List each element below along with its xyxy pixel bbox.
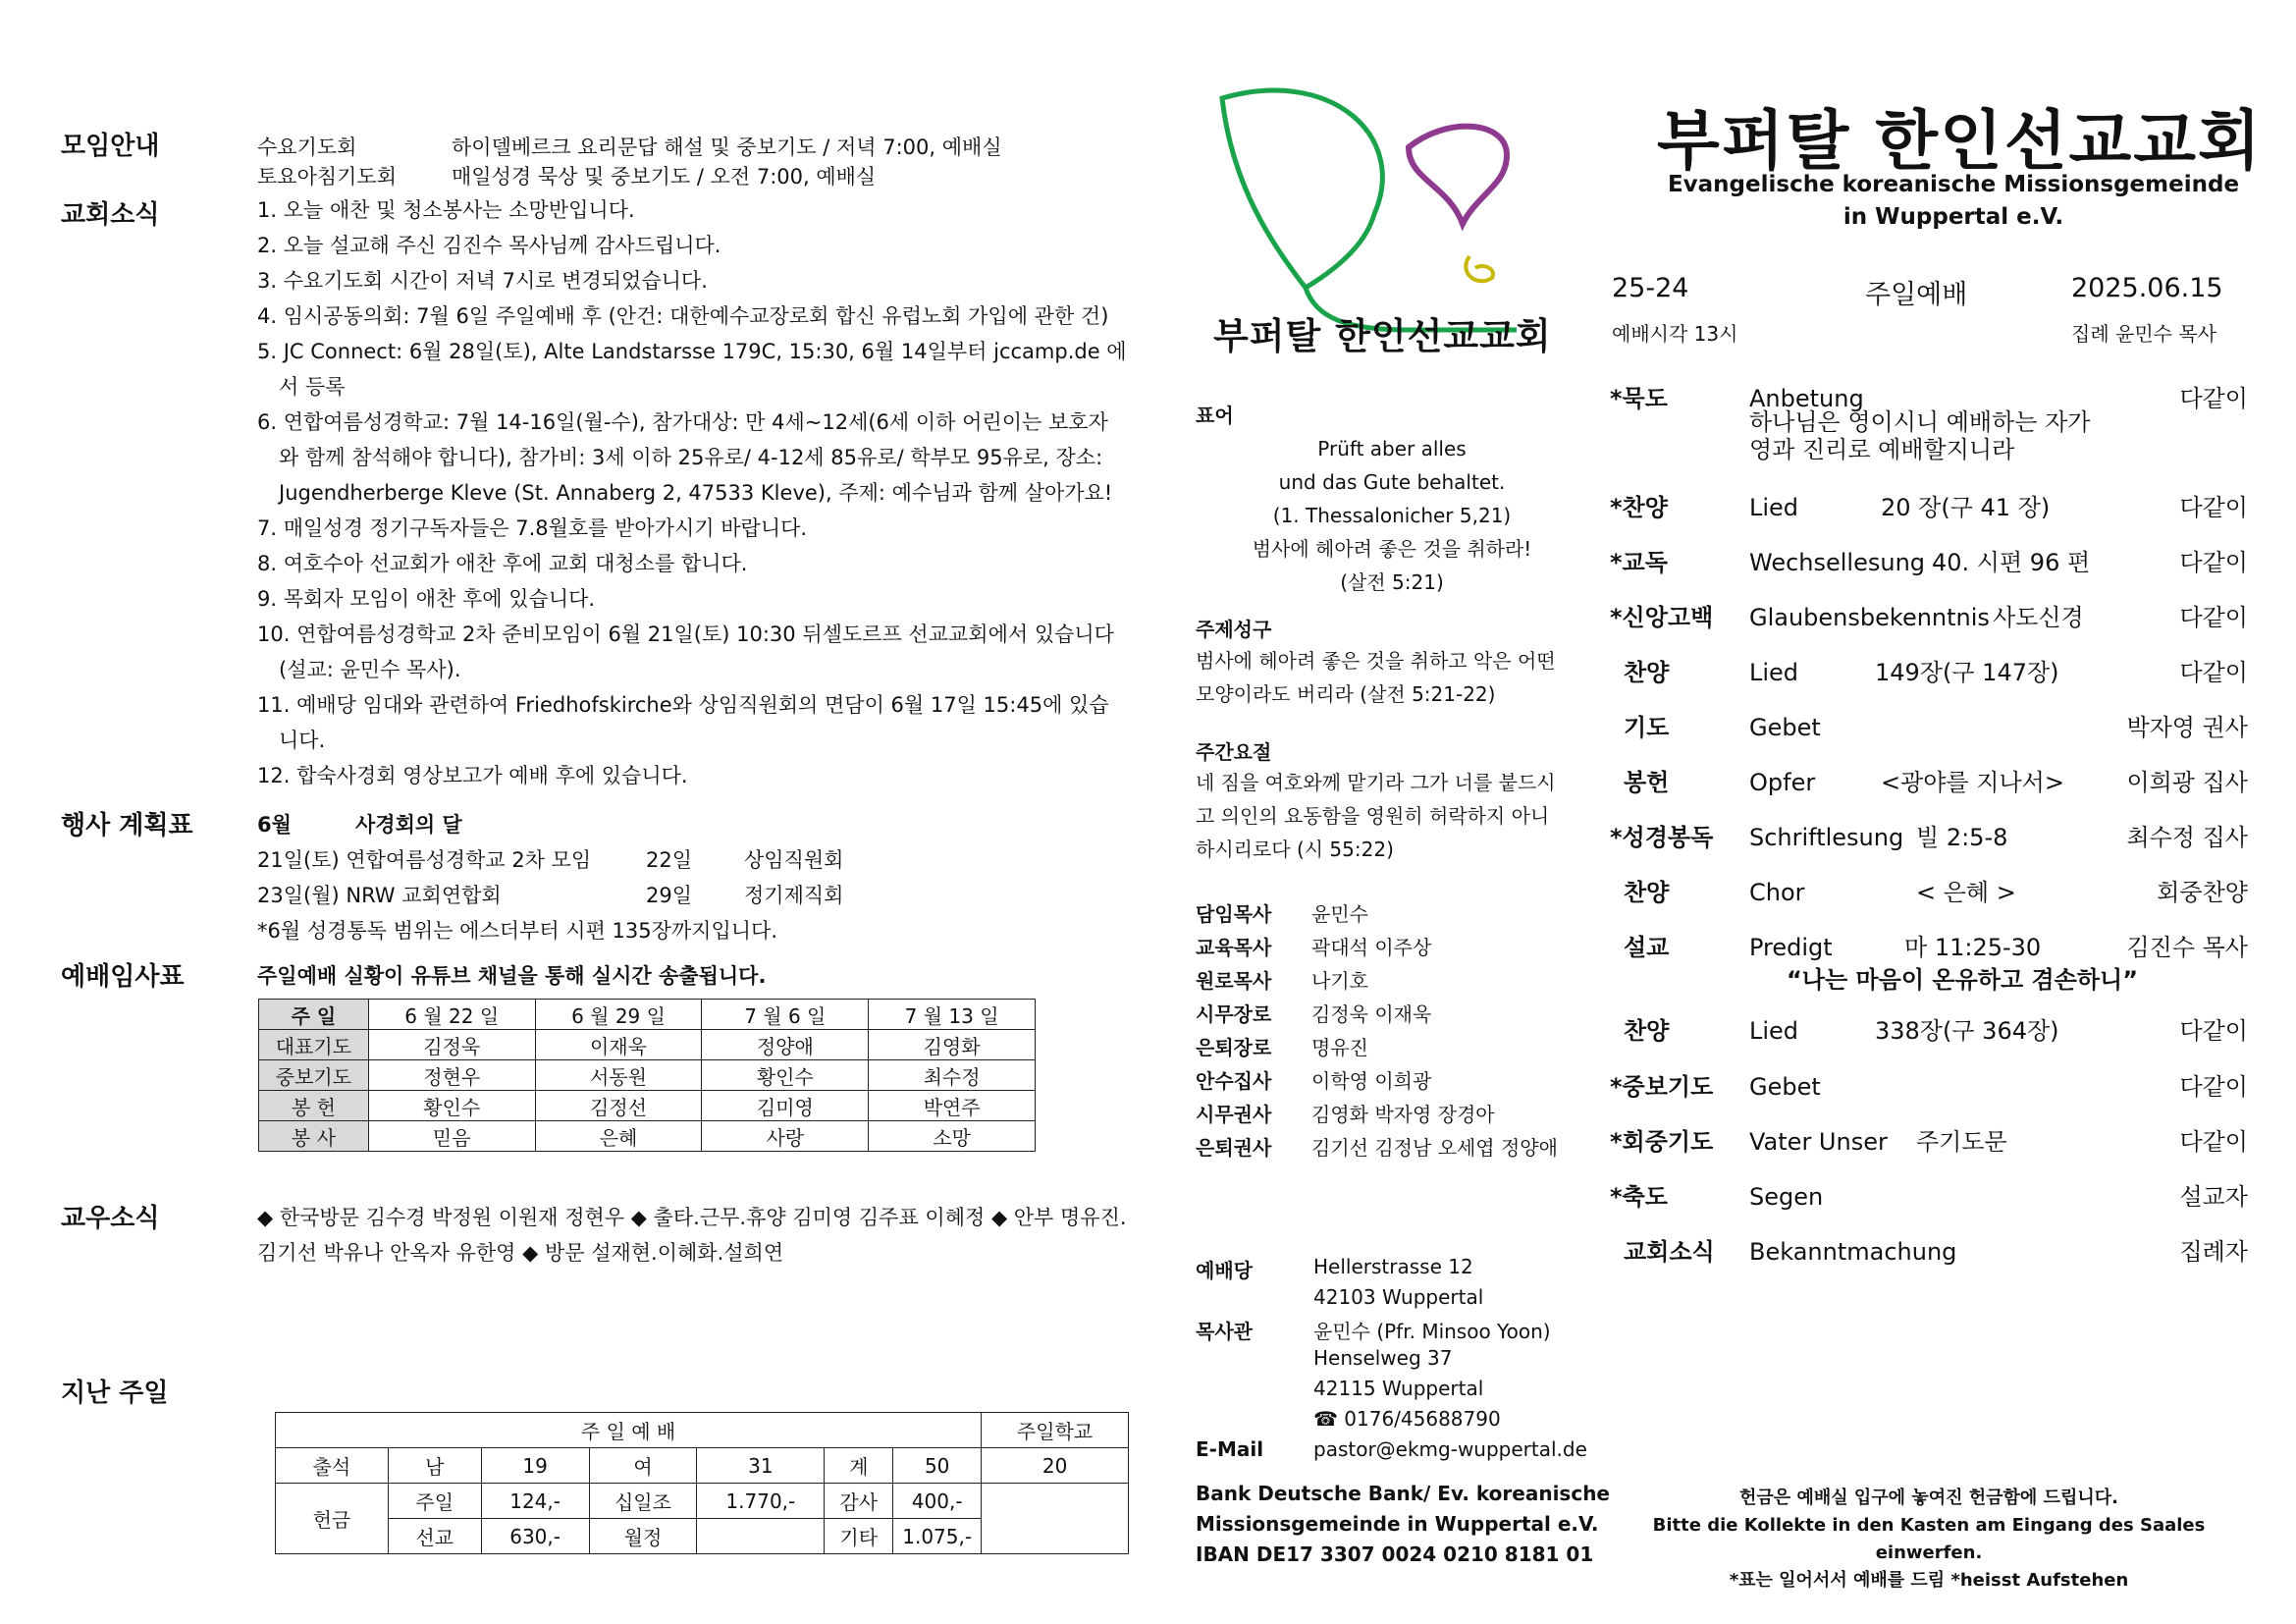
church-title-de-line: in Wuppertal e.V.: [1842, 204, 2064, 230]
male-count: 19: [481, 1448, 589, 1484]
offering-value: 630,-: [481, 1519, 589, 1554]
pastor-address: Henselweg 37: [1313, 1346, 1453, 1370]
duty-note: 주일예배 실황이 유튜브 채널을 통해 실시간 송출됩니다.: [257, 964, 767, 988]
order-who: 김진수 목사: [2126, 934, 2248, 961]
theme-verse-line: 모양이라도 버리라 (살전 5:21-22): [1196, 682, 1496, 706]
bank-block: [1196, 1479, 1610, 1570]
duty-header-cell: 6 월 29 일: [535, 1000, 702, 1030]
phone-number: ☎ 0176/45688790: [1313, 1407, 1501, 1431]
notice-item: 4. 임시공동의회: 7월 6일 주일예배 후 (안건: 대한예수교장로회 합신 유럽노회 가입에 관한 건): [257, 304, 1109, 328]
invocation-line: 하나님은 영이시니 예배하는 자가: [1749, 408, 2091, 436]
offering-value: 1.075,-: [893, 1519, 982, 1554]
issue-number: 25-24: [1612, 273, 1689, 303]
duty-header-cell: 7 월 13 일: [869, 1000, 1036, 1030]
theme-verse-block: [1196, 644, 1556, 711]
order-row: [1610, 488, 2248, 527]
footer-note: [1610, 1485, 2248, 1595]
order-de: Chor: [1749, 879, 1805, 906]
order-row: [1610, 873, 2248, 912]
order-de: Predigt: [1749, 934, 1833, 961]
members-line: ◆ 한국방문 김수경 박정원 이원재 정현우 ◆ 출타.근무.휴양 김미영 김주표 이혜정 ◆ 안부 명유진.: [257, 1206, 1127, 1229]
staff-names: 이학영 이희광: [1311, 1069, 1432, 1093]
worship-header: 주 일 예 배: [276, 1413, 982, 1448]
order-ko: *교독: [1610, 549, 1668, 576]
last-week-table: [275, 1412, 1129, 1554]
order-ko: 기도: [1624, 714, 1670, 741]
order-detail: 주기도문: [1916, 1128, 2007, 1156]
staff-names: 나기호: [1311, 969, 1368, 993]
order-detail: 빌 2:5-8: [1916, 824, 2008, 851]
order-ko: *회중기도: [1610, 1128, 1714, 1156]
offering-type: 기타: [825, 1519, 893, 1554]
duty-cell: 박연주: [869, 1091, 1036, 1121]
duty-cell: 소망: [869, 1121, 1036, 1152]
staff-names: 명유진: [1311, 1036, 1368, 1059]
church-label: 예배당: [1196, 1259, 1253, 1282]
notice-item: 2. 오늘 설교해 주신 김진수 목사님께 감사드립니다.: [257, 234, 721, 257]
order-de: Lied: [1749, 1017, 1799, 1045]
order-who: 최수정 집사: [2126, 824, 2248, 851]
offering-value: 400,-: [893, 1484, 982, 1519]
footer-line: Bitte die Kollekte in den Kasten am Eingang des Saales einwerfen.: [1652, 1515, 2206, 1563]
school-count: 20: [982, 1448, 1129, 1484]
order-who: 회중찬양: [2157, 879, 2248, 906]
offering-type: 선교: [388, 1519, 481, 1554]
order-de: Wechsellesung: [1749, 549, 1926, 576]
duty-label: 예배임사표: [61, 962, 185, 992]
duty-cell: 김미영: [702, 1091, 869, 1121]
presider: 집례 윤민수 목사: [2071, 322, 2216, 346]
offering-type: 주일: [388, 1484, 481, 1519]
meeting-desc: 하이델베르크 요리문답 해설 및 중보기도 / 저녁 7:00, 예배실: [452, 135, 1002, 159]
notice-item-cont: 와 함께 참석해야 합니다), 참가비: 3세 이하 25유로/ 4-12세 85유로/ 학부모 95유로, 장소:: [279, 446, 1103, 469]
members-label: 교우소식: [61, 1204, 160, 1233]
duty-role: 중보기도: [259, 1060, 369, 1091]
staff-role: 담임목사: [1196, 902, 1272, 926]
duty-cell: 황인수: [368, 1091, 535, 1121]
staff-row: [1196, 1131, 1558, 1164]
weekly-verse-line: 하시리로다 (시 55:22): [1196, 838, 1394, 861]
notice-item-cont: Jugendherberge Kleve (St. Annaberg 2, 47533 Kleve), 주제: 예수님과 함께 살아가요!: [279, 481, 1113, 505]
table-row: [259, 1091, 1036, 1121]
order-ko: *성경봉독: [1610, 824, 1714, 851]
staff-role: 시무장로: [1196, 1002, 1272, 1026]
notice-item-cont: 서 등록: [279, 375, 346, 399]
order-row: [1610, 598, 2248, 637]
events-month-theme: 사경회의 달: [355, 813, 462, 837]
logo-caption: 부퍼탈 한인선교교회: [1213, 315, 1552, 357]
table-row: [276, 1413, 1129, 1448]
order-de: Gebet: [1749, 1073, 1821, 1101]
duty-cell: 김정선: [535, 1091, 702, 1121]
meeting-name: 수요기도회: [257, 135, 357, 159]
order-row: [1610, 763, 2248, 802]
notices-label: 교회소식: [61, 200, 160, 230]
motto-block: [1196, 432, 1588, 599]
duty-role: 봉 헌: [259, 1091, 369, 1121]
offering-label: 헌금: [276, 1484, 389, 1554]
order-de: Vater Unser: [1749, 1128, 1888, 1156]
service-date: 2025.06.15: [2071, 273, 2223, 303]
order-who: 설교자: [2179, 1183, 2248, 1211]
order-row: [1610, 1177, 2248, 1217]
order-ko: *찬양: [1610, 494, 1668, 521]
order-who: 다같이: [2179, 1017, 2248, 1045]
meetings-label: 모임안내: [61, 132, 160, 161]
total-label: 계: [825, 1448, 893, 1484]
order-row: [1610, 708, 2248, 747]
logo-green-leaf: [1222, 90, 1382, 288]
table-row: [276, 1484, 1129, 1519]
motto-line: 범사에 헤아려 좋은 것을 취하라!: [1252, 537, 1532, 561]
weekly-verse-label: 주간요절: [1196, 740, 1272, 764]
weekly-verse-line: 고 의인의 요동함을 영원히 허락하지 아니: [1196, 804, 1550, 828]
female-label: 여: [589, 1448, 697, 1484]
logo-purple-leaf: [1409, 127, 1507, 224]
notice-item: 1. 오늘 애찬 및 청소봉사는 소망반입니다.: [257, 198, 635, 222]
notice-item: 11. 예배당 임대와 관련하여 Friedhofskirche와 상임직원회의 면담이 6월 17일 15:45에 있습: [257, 693, 1109, 717]
events-note: *6월 성경통독 범위는 에스더부터 시편 135장까지입니다.: [257, 919, 777, 943]
duty-header-row: [259, 1000, 1036, 1030]
staff-names: 김정욱 이재욱: [1311, 1002, 1432, 1026]
order-who: 다같이: [2179, 659, 2248, 686]
table-row: [259, 1030, 1036, 1060]
invocation-line: 영과 진리로 예배할지니라: [1749, 436, 2015, 463]
notice-item: 12. 합숙사경회 영상보고가 예배 후에 있습니다.: [257, 764, 688, 787]
order-de: Bekanntmachung: [1749, 1238, 1957, 1266]
duty-cell: 황인수: [702, 1060, 869, 1091]
church-title-de-line: Evangelische koreanische Missionsgemeinde: [1667, 172, 2240, 197]
order-who: 다같이: [2179, 494, 2248, 521]
duty-role: 대표기도: [259, 1030, 369, 1060]
order-detail: 40. 시편 96 편: [1932, 549, 2091, 576]
duty-header-cell: 6 월 22 일: [368, 1000, 535, 1030]
duty-cell: 이재욱: [535, 1030, 702, 1060]
event-name: 정기제직회: [744, 884, 844, 907]
pastor-name: 윤민수 (Pfr. Minsoo Yoon): [1313, 1320, 1551, 1343]
order-who: 다같이: [2179, 1128, 2248, 1156]
weekly-verse-block: [1196, 766, 1556, 866]
offering-value: 124,-: [481, 1484, 589, 1519]
order-de: Lied: [1749, 494, 1799, 521]
events-month: 6월: [257, 813, 292, 837]
offering-type: 월정: [589, 1519, 697, 1554]
attendance-label: 출석: [276, 1448, 389, 1484]
table-row: [259, 1121, 1036, 1152]
staff-row: [1196, 897, 1368, 931]
notice-item-cont: (설교: 윤민수 목사).: [279, 658, 461, 681]
motto-line: Prüft aber alles: [1317, 437, 1467, 460]
bank-line: Bank Deutsche Bank/ Ev. koreanische: [1196, 1482, 1610, 1505]
staff-row: [1196, 931, 1431, 964]
order-ko: 교회소식: [1624, 1238, 1715, 1266]
order-detail: < 은혜 >: [1916, 879, 2016, 906]
pastor-house-label: 목사관: [1196, 1320, 1253, 1343]
notice-item: 6. 연합여름성경학교: 7월 14-16일(월-수), 참가대상: 만 4세~12세(6세 이하 어린이는 보호자: [257, 410, 1108, 434]
invocation-verse: [1749, 408, 2090, 463]
order-de: Gebet: [1749, 714, 1821, 741]
duty-cell: 서동원: [535, 1060, 702, 1091]
church-title-de: [1649, 169, 2258, 234]
members-line: 김기선 박유나 안옥자 유한영 ◆ 방문 설재현.이혜화.설희연: [257, 1241, 784, 1265]
duty-table: [258, 999, 1036, 1152]
staff-row: [1196, 964, 1368, 998]
bank-line: IBAN DE17 3307 0024 0210 8181 01: [1196, 1543, 1594, 1566]
order-who: 다같이: [2179, 549, 2248, 576]
staff-role: 시무권사: [1196, 1103, 1272, 1126]
staff-row: [1196, 1098, 1495, 1131]
duty-cell: 최수정: [869, 1060, 1036, 1091]
staff-names: 김영화 박자영 장경아: [1311, 1103, 1495, 1126]
staff-names: 김기선 김정남 오세엽 정양애: [1311, 1136, 1558, 1160]
logo-yellow-seed: [1466, 256, 1493, 281]
order-de: Opfer: [1749, 769, 1816, 796]
order-detail: 149장(구 147장): [1875, 659, 2059, 686]
order-de: Glaubensbekenntnis: [1749, 604, 1990, 631]
notice-item: 3. 수요기도회 시간이 저녁 7시로 변경되었습니다.: [257, 269, 708, 293]
order-row: [1610, 818, 2248, 857]
event-item: 21일(토) 연합여름성경학교 2차 모임: [257, 848, 592, 872]
offering-type: 감사: [825, 1484, 893, 1519]
total-count: 50: [893, 1448, 982, 1484]
school-header: 주일학교: [982, 1413, 1129, 1448]
order-ko: 찬양: [1624, 659, 1670, 686]
staff-row: [1196, 1064, 1431, 1098]
duty-cell: 김영화: [869, 1030, 1036, 1060]
empty-cell: [982, 1484, 1129, 1554]
order-row: [1610, 543, 2248, 582]
duty-cell: 은혜: [535, 1121, 702, 1152]
order-de: Segen: [1749, 1183, 1824, 1211]
staff-row: [1196, 1031, 1368, 1064]
duty-cell: 정현우: [368, 1060, 535, 1091]
offering-type: 십일조: [589, 1484, 697, 1519]
sermon-title: “나는 마음이 온유하고 겸손하니”: [1787, 966, 2139, 994]
notice-item: 7. 매일성경 정기구독자들은 7.8월호를 받아가시기 바랍니다.: [257, 516, 808, 540]
male-label: 남: [388, 1448, 481, 1484]
notice-item: 10. 연합여름성경학교 2차 준비모임이 6월 21일(토) 10:30 뒤셀도르프 선교교회에서 있습니다: [257, 623, 1114, 646]
notice-item: 9. 목회자 모임이 애찬 후에 있습니다.: [257, 587, 596, 611]
offering-value: [697, 1519, 825, 1554]
duty-cell: 정양애: [702, 1030, 869, 1060]
order-detail: 20 장(구 41 장): [1881, 494, 2051, 521]
order-row: [1610, 1232, 2248, 1272]
church-address: 42103 Wuppertal: [1313, 1285, 1484, 1309]
order-ko: *중보기도: [1610, 1073, 1714, 1101]
church-logo: [1212, 77, 1517, 334]
order-row: [1610, 1067, 2248, 1107]
last-week-label: 지난 주일: [61, 1379, 169, 1408]
order-row: [1610, 1122, 2248, 1162]
email-label: E-Mail: [1196, 1437, 1264, 1461]
notice-item: 5. JC Connect: 6월 28일(토), Alte Landstarsse 179C, 15:30, 6월 14일부터 jccamp.de 에: [257, 340, 1127, 363]
order-de: Anbetung: [1749, 385, 1864, 412]
order-row: [1610, 653, 2248, 692]
table-row: [259, 1060, 1036, 1091]
meeting-desc: 매일성경 묵상 및 중보기도 / 오전 7:00, 예배실: [452, 165, 877, 189]
order-detail: 338장(구 364장): [1875, 1017, 2059, 1045]
event-day: 22일: [646, 848, 693, 872]
order-ko: 찬양: [1624, 1017, 1670, 1045]
duty-cell: 믿음: [368, 1121, 535, 1152]
service-name: 주일예배: [1865, 280, 1968, 310]
order-who: 집례자: [2179, 1238, 2248, 1266]
motto-label: 표어: [1196, 404, 1234, 427]
order-de: Lied: [1749, 659, 1799, 686]
motto-line: und das Gute behaltet.: [1278, 470, 1506, 494]
order-detail: 마 11:25-30: [1904, 934, 2042, 961]
staff-role: 원로목사: [1196, 969, 1272, 993]
event-item: 23일(월) NRW 교회연합회: [257, 884, 502, 907]
duty-cell: 사랑: [702, 1121, 869, 1152]
footer-line: *표는 일어서서 예배를 드림 *heisst Aufstehen: [1729, 1570, 2129, 1591]
order-ko: 설교: [1624, 934, 1670, 961]
notice-list: [257, 192, 1146, 793]
church-address: Hellerstrasse 12: [1313, 1255, 1473, 1278]
motto-line: (1. Thessalonicher 5,21): [1272, 504, 1512, 527]
bank-line: Missionsgemeinde in Wuppertal e.V.: [1196, 1512, 1599, 1536]
duty-header-cell: 7 월 6 일: [702, 1000, 869, 1030]
staff-role: 은퇴권사: [1196, 1136, 1272, 1160]
staff-names: 윤민수: [1311, 902, 1368, 926]
event-day: 29일: [646, 884, 693, 907]
footer-line: 헌금은 예배실 입구에 놓여진 헌금함에 드립니다.: [1739, 1488, 2118, 1508]
meeting-name: 토요아침기도회: [257, 165, 398, 189]
staff-role: 안수집사: [1196, 1069, 1272, 1093]
table-row: [276, 1448, 1129, 1484]
order-ko: *신앙고백: [1610, 604, 1714, 631]
staff-role: 은퇴장로: [1196, 1036, 1272, 1059]
offering-value: 1.770,-: [697, 1484, 825, 1519]
order-who: 다같이: [2179, 385, 2248, 412]
duty-header-cell: 주 일: [259, 1000, 369, 1030]
order-detail: 사도신경: [1993, 604, 2084, 631]
notice-item: 8. 여호수아 선교회가 애찬 후에 교회 대청소를 합니다.: [257, 552, 748, 575]
staff-role: 교육목사: [1196, 936, 1272, 959]
order-ko: 찬양: [1624, 879, 1670, 906]
duty-cell: 김정욱: [368, 1030, 535, 1060]
order-who: 이희광 집사: [2126, 769, 2248, 796]
staff-row: [1196, 998, 1431, 1031]
weekly-verse-line: 네 짐을 여호와께 맡기라 그가 너를 붙드시: [1196, 771, 1556, 794]
order-who: 박자영 권사: [2126, 714, 2248, 741]
duty-role: 봉 사: [259, 1121, 369, 1152]
order-who: 다같이: [2179, 1073, 2248, 1101]
church-title-ko: 부퍼탈 한인선교교회: [1657, 103, 2263, 179]
email-link[interactable]: pastor@ekmg-wuppertal.de: [1313, 1437, 1587, 1461]
motto-line: (살전 5:21): [1340, 570, 1444, 594]
event-name: 상임직원회: [744, 848, 844, 872]
order-who: 다같이: [2179, 604, 2248, 631]
order-detail: <광야를 지나서>: [1881, 769, 2064, 796]
female-count: 31: [697, 1448, 825, 1484]
order-ko: *축도: [1610, 1183, 1668, 1211]
events-label: 행사 계획표: [61, 811, 193, 840]
pastor-address: 42115 Wuppertal: [1313, 1377, 1484, 1400]
order-row: [1610, 1011, 2248, 1051]
order-de: Schriftlesung: [1749, 824, 1904, 851]
service-time: 예배시각 13시: [1612, 322, 1738, 346]
order-ko: 봉헌: [1624, 769, 1670, 796]
theme-verse-label: 주제성구: [1196, 618, 1272, 641]
theme-verse-line: 범사에 헤아려 좋은 것을 취하고 악은 어떤: [1196, 649, 1556, 673]
notice-item-cont: 니다.: [279, 729, 326, 752]
order-ko: *묵도: [1610, 385, 1668, 412]
staff-names: 곽대석 이주상: [1311, 936, 1432, 959]
